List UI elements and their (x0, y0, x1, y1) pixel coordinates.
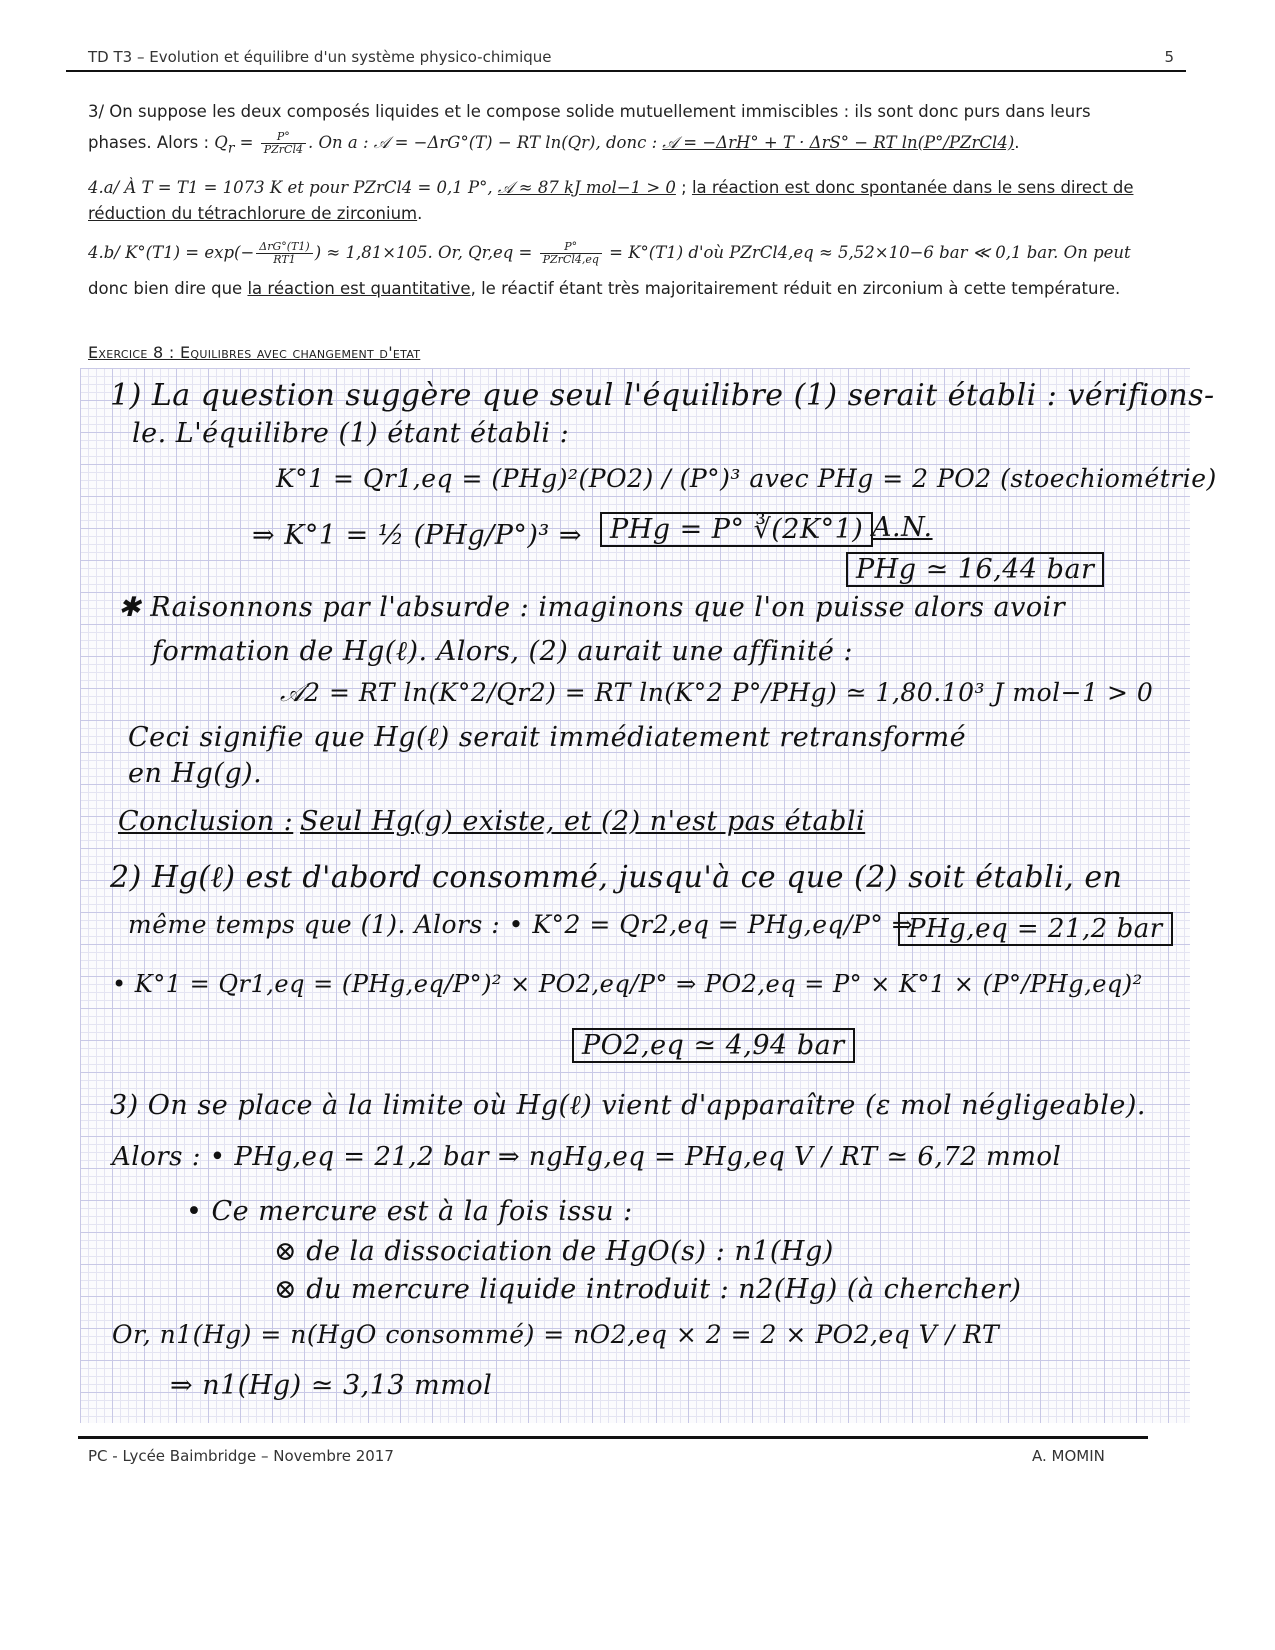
question-4b-line-2 (88, 276, 1188, 302)
question-4b-lead: 4.b/ K°(T1) = exp(− (88, 243, 255, 262)
hw-line-2: le. L'équilibre (1) étant établi : (132, 418, 570, 449)
hw-line-16: 3) On se place à la limite où Hg(ℓ) vient d'apparaître (ε mol négligeable). (110, 1090, 1146, 1121)
running-header (88, 44, 1178, 72)
hw-line-7: formation de Hg(ℓ). Alors, (2) aurait une affinité : (152, 636, 854, 667)
question-4a-line-2 (88, 201, 1188, 227)
hw-line-22: ⇒ n1(Hg) ≃ 3,13 mmol (170, 1370, 493, 1401)
question-3-lead: 3/ On suppose les deux composés liquides et le compose solide mutuellement immiscibles : ils sont donc purs dans leurs (88, 102, 1091, 121)
question-3-phases: phases. Alors : (88, 133, 215, 152)
qr-symbol: Q (214, 133, 228, 152)
question-4b-tail: = K°(T1) d'où PZrCl4,eq ≈ 5,52×10−6 bar ≪ 0,1 bar. On peut (603, 243, 1131, 262)
hw-line-10: en Hg(g). (128, 758, 263, 789)
question-4a-line-1 (88, 175, 1188, 201)
hw-line-18: • Ce mercure est à la fois issu : (186, 1196, 633, 1227)
hw-line-1: 1) La question suggère que seul l'équilibre (1) serait établi : vérifions- (110, 378, 1215, 413)
question-4b-mid: ) ≈ 1,81×105. Or, Qr,eq = (314, 243, 538, 262)
qreq-fraction-num: P° (540, 241, 602, 254)
exercise-8-title: Exercice 8 : Equilibres avec changement d'etat (88, 343, 421, 362)
question-3-end: . (1014, 133, 1020, 152)
document-title: TD T3 – Evolution et équilibre d'un système physico-chimique (88, 48, 552, 66)
hw-line-20: ⊗ du mercure liquide introduit : n2(Hg) (à chercher) (274, 1274, 1022, 1305)
footer-right: A. MOMIN (1032, 1447, 1105, 1465)
footer-rule (78, 1436, 1148, 1439)
question-4a-conclusion-1: la réaction est donc spontanée dans le sens direct de (691, 178, 1134, 197)
qr-fraction (261, 131, 306, 156)
header-rule (66, 70, 1186, 72)
question-4b-quantitative: la réaction est quantitative (247, 279, 471, 298)
hw-line-6: ✱ Raisonnons par l'absurde : imaginons que l'on puisse alors avoir (118, 592, 1066, 623)
qreq-fraction-den: PZrCl4,eq (542, 253, 599, 266)
page-number: 5 (1164, 48, 1174, 66)
hw-line-9: Ceci signifie que Hg(ℓ) serait immédiatement retransformé (128, 722, 967, 753)
hw-box-phg-formula: PHg = P° ∛(2K°1) (600, 512, 873, 547)
hw-line-17: Alors : • PHg,eq = 21,2 bar ⇒ ngHg,eq = PHg,eq V / RT ≃ 6,72 mmol (112, 1142, 1062, 1172)
qr-sub: r (227, 140, 235, 157)
question-4a-result: 𝒜 ≈ 87 kJ mol−1 > 0 (497, 178, 676, 197)
exp-fraction-num: ΔrG°(T1) (256, 241, 312, 254)
hw-line-21: Or, n1(Hg) = n(HgO consommé) = nO2,eq × 2 = 2 × PO2,eq V / RT (112, 1320, 1000, 1349)
exp-fraction-den: RT1 (273, 253, 296, 266)
qreq-fraction (540, 241, 602, 266)
question-3-line-2: phases. Alors : $Q_r$ = $\frac{P^\circ}{\text{PZrCl4}}$ . On a : 𝒜 = −ΔrG°(T) − RT ln(Qr), donc : 𝒜 = −ΔrH° + T · ΔrS° − RT ln(P°/PZrCl4). (88, 130, 1020, 157)
hw-box-phg-value: PHg ≃ 16,44 bar (846, 552, 1104, 587)
hw-box-phgeq: PHg,eq = 21,2 bar (898, 912, 1173, 946)
question-3-affinity: . On a : 𝒜 = −ΔrG°(T) − RT ln(Qr), donc : (307, 133, 663, 152)
qr-fraction-den: PZrCl4 (263, 143, 303, 156)
hw-line-12: 2) Hg(ℓ) est d'abord consommé, jusqu'à ce que (2) soit établi, en (110, 860, 1123, 895)
question-4b-line2-a: donc bien dire que (88, 279, 248, 298)
question-4a-lead: 4.a/ À T = T1 = 1073 K et pour PZrCl4 = 0,1 P°, (88, 178, 498, 197)
hw-line-3: K°1 = Qr1,eq = (PHg)²(PO2) / (P°)³ avec PHg = 2 PO2 (stoechiométrie) (276, 464, 1217, 493)
question-4b-line2-c: , le réactif étant très majoritairement réduit en zirconium à cette température. (470, 279, 1121, 298)
question-4b-line-1 (88, 240, 1188, 266)
hw-conclusion-text: Seul Hg(g) existe, et (2) n'est pas établi (300, 806, 866, 837)
hw-an-label: A.N. (872, 512, 933, 543)
question-4a-sep: ; (675, 178, 692, 197)
hw-line-14: • K°1 = Qr1,eq = (PHg,eq/P°)² × PO2,eq/P° ⇒ PO2,eq = P° × K°1 × (P°/PHg,eq)² (112, 970, 1143, 998)
question-3-line-1 (88, 99, 1188, 125)
footer-left: PC - Lycée Baimbridge – Novembre 2017 (88, 1447, 394, 1465)
question-4a-end: . (417, 204, 423, 223)
question-3-result: 𝒜 = −ΔrH° + T · ΔrS° − RT ln(P°/PZrCl4) (662, 133, 1015, 152)
hw-box-po2eq: PO2,eq ≃ 4,94 bar (572, 1028, 855, 1063)
hw-line-13: même temps que (1). Alors : • K°2 = Qr2,eq = PHg,eq/P° ⇒ (128, 910, 914, 939)
question-4a-conclusion-2: réduction du tétrachlorure de zirconium (88, 204, 418, 223)
hw-line-19: ⊗ de la dissociation de HgO(s) : n1(Hg) (274, 1236, 834, 1267)
hw-line-8: 𝒜2 = RT ln(K°2/Qr2) = RT ln(K°2 P°/PHg) ≃ 1,80.10³ J mol−1 > 0 (280, 678, 1154, 707)
hw-line-4: ⇒ K°1 = ½ (PHg/P°)³ ⇒ (252, 520, 582, 551)
qr-fraction-num: P° (261, 131, 306, 144)
exp-fraction (256, 241, 312, 266)
hw-conclusion-label: Conclusion : (118, 806, 294, 837)
